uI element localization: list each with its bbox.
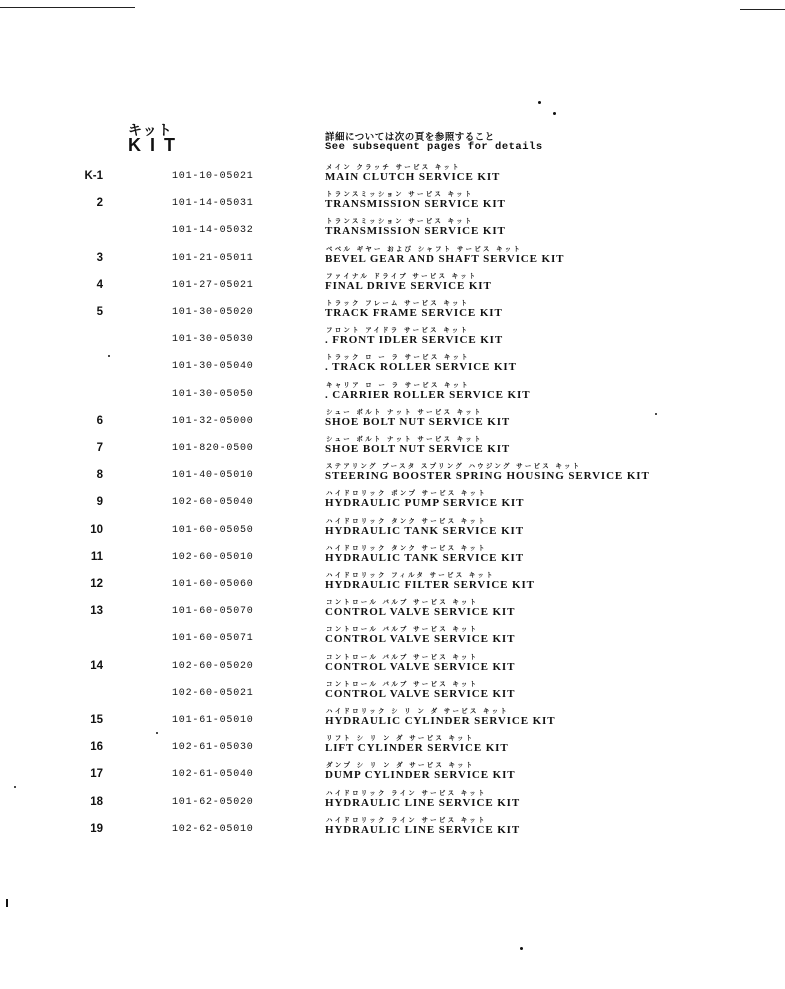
details-note-en: See subsequent pages for details: [325, 141, 543, 153]
kit-name: CONTROL VALVE SERVICE KIT: [325, 606, 516, 619]
kit-name: HYDRAULIC TANK SERVICE KIT: [325, 551, 524, 564]
kit-name-kana: ハイドロリック タンク サービス キット: [326, 543, 487, 552]
kit-name-kana: シュー ボルト ナット サービス キット: [326, 407, 483, 416]
kit-row: [0, 733, 785, 760]
kit-name: HYDRAULIC LINE SERVICE KIT: [325, 823, 521, 836]
item-number: 2: [96, 197, 103, 210]
kit-name: . CARRIER ROLLER SERVICE KIT: [325, 388, 531, 401]
kit-name-kana: ハイドロリック シ リ ン ダ サービス キット: [326, 707, 509, 715]
kit-name-kana: シュー ボルト ナット サービス キット: [326, 435, 483, 443]
scan-speck: [553, 112, 556, 115]
item-number: 16: [90, 741, 103, 754]
part-number: 101-14-05032: [172, 225, 254, 237]
kit-name-kana: コントロール バルブ サービス キット: [326, 625, 479, 634]
kit-row: [0, 189, 785, 216]
kit-row: [0, 543, 785, 570]
kit-name: HYDRAULIC FILTER SERVICE KIT: [325, 579, 535, 591]
part-number: 102-60-05040: [172, 497, 254, 509]
item-number: 7: [96, 442, 103, 454]
kit-name-kana: メイン クラッチ サービス キット: [326, 163, 461, 171]
scan-speck: [14, 786, 16, 788]
item-number: 4: [96, 278, 103, 291]
part-number: 101-30-05020: [172, 307, 254, 318]
part-number: 101-14-05031: [172, 198, 254, 210]
part-number: 102-60-05010: [172, 551, 254, 563]
kit-name-kana: ハイドロリック ポンプ サービス キット: [326, 489, 487, 498]
item-number: 18: [90, 795, 103, 808]
kit-name: . FRONT IDLER SERVICE KIT: [325, 334, 504, 347]
kit-name: HYDRAULIC LINE SERVICE KIT: [325, 796, 521, 809]
item-number: 17: [90, 768, 103, 781]
kit-name-kana: トランスミッション サービス キット: [326, 190, 474, 199]
top-left-rule: [0, 7, 135, 8]
part-number: 102-60-05020: [172, 660, 254, 672]
part-number: 101-61-05010: [172, 715, 254, 726]
kit-name: FINAL DRIVE SERVICE KIT: [325, 279, 492, 292]
kit-name-kana: コントロール バルブ サービス キット: [326, 679, 479, 688]
kit-title-jp: キット: [128, 123, 173, 139]
kit-name: CONTROL VALVE SERVICE KIT: [325, 633, 516, 646]
part-number: 101-30-05030: [172, 334, 254, 346]
kit-name-kana: ハイドロリック フィルタ サービス キット: [326, 571, 495, 579]
item-number: 13: [90, 605, 103, 618]
kit-row: [0, 652, 785, 679]
kit-name-kana: ダンプ シ リ ン ダ サービス キット: [326, 761, 475, 770]
kit-row: [0, 461, 785, 488]
kit-name-kana: キャリア ロ ー ラ サービス キット: [326, 380, 470, 389]
item-number: 5: [96, 306, 103, 318]
kit-name-kana: ハイドロリック タンク サービス キット: [326, 516, 487, 525]
kit-row: [0, 325, 785, 352]
kit-name-kana: ベベル ギヤー および シャフト サービス キット: [326, 244, 523, 253]
part-number: 101-27-05021: [172, 279, 254, 291]
top-right-rule: [740, 9, 785, 10]
part-number: 101-60-05071: [172, 633, 254, 645]
part-number: 101-40-05010: [172, 470, 254, 482]
item-number: 6: [96, 414, 103, 427]
kit-name: TRANSMISSION SERVICE KIT: [325, 198, 506, 211]
part-number: 101-10-05021: [172, 171, 254, 182]
item-number: 8: [96, 469, 103, 482]
scan-speck: [108, 355, 110, 357]
item-number: 3: [96, 251, 103, 264]
kit-name: MAIN CLUTCH SERVICE KIT: [325, 171, 501, 183]
kit-name: DUMP CYLINDER SERVICE KIT: [325, 769, 516, 782]
kit-row: [0, 679, 785, 706]
kit-name: HYDRAULIC PUMP SERVICE KIT: [325, 497, 525, 510]
kit-row: [0, 352, 785, 379]
kit-row: [0, 488, 785, 515]
part-number: 102-60-05021: [172, 687, 254, 699]
part-number: 101-21-05011: [172, 252, 254, 264]
kit-row: [0, 162, 785, 189]
details-note-jp: 詳細については次の頁を参照すること: [325, 132, 495, 143]
kit-row: [0, 271, 785, 298]
kit-row: [0, 516, 785, 543]
item-number: 11: [90, 550, 103, 563]
kit-title-en: KIT: [128, 135, 184, 155]
item-number: 10: [90, 523, 103, 536]
kit-name: CONTROL VALVE SERVICE KIT: [325, 660, 516, 673]
part-number: 101-30-05050: [172, 388, 254, 400]
kit-name-kana: トラック ロ ー ラ サービス キット: [326, 353, 470, 362]
part-number: 101-62-05020: [172, 796, 254, 808]
kit-row: [0, 407, 785, 434]
kit-name: CONTROL VALVE SERVICE KIT: [325, 687, 516, 700]
kit-row: [0, 244, 785, 271]
kit-row: [0, 597, 785, 624]
kit-name-kana: ハイドロリック ライン サービス キット: [326, 815, 487, 824]
kit-name: BEVEL GEAR AND SHAFT SERVICE KIT: [325, 252, 565, 265]
kit-name-kana: コントロール バルブ サービス キット: [326, 598, 479, 607]
kit-row: [0, 788, 785, 815]
kit-name: SHOE BOLT NUT SERVICE KIT: [325, 415, 511, 428]
item-number: K-1: [84, 170, 103, 182]
scan-speck: [655, 413, 657, 415]
kit-row: [0, 760, 785, 787]
scan-speck: [156, 732, 158, 734]
kit-name: STEERING BOOSTER SPRING HOUSING SERVICE KIT: [325, 470, 650, 483]
kit-name-kana: トランスミッション サービス キット: [326, 217, 474, 226]
part-number: 101-60-05060: [172, 579, 254, 590]
part-number: 102-62-05010: [172, 823, 254, 835]
kit-row: [0, 298, 785, 325]
kit-name: . TRACK ROLLER SERVICE KIT: [325, 361, 517, 374]
part-number: 101-30-05040: [172, 361, 254, 373]
kit-name-kana: ハイドロリック ライン サービス キット: [326, 788, 487, 797]
item-number: 12: [90, 578, 103, 590]
item-number: 9: [96, 496, 103, 509]
kit-name-kana: ファイナル ドライブ サービス キット: [326, 271, 478, 280]
kit-row: [0, 815, 785, 842]
kit-row: [0, 624, 785, 651]
kit-name: HYDRAULIC CYLINDER SERVICE KIT: [325, 715, 556, 727]
part-number: 102-61-05030: [172, 742, 254, 754]
item-number: 15: [90, 714, 103, 726]
part-number: 102-61-05040: [172, 769, 254, 781]
part-number: 101-60-05050: [172, 524, 254, 536]
part-number: 101-820-0500: [172, 443, 254, 454]
kit-name: LIFT CYLINDER SERVICE KIT: [325, 742, 509, 755]
kit-name-kana: コントロール バルブ サービス キット: [326, 652, 479, 661]
kit-name: HYDRAULIC TANK SERVICE KIT: [325, 524, 524, 537]
kit-row: [0, 216, 785, 243]
item-number: 19: [90, 822, 103, 835]
kit-name-kana: トラック フレーム サービス キット: [326, 299, 470, 307]
part-number: 101-32-05000: [172, 415, 254, 427]
kit-row: [0, 380, 785, 407]
scan-speck: [6, 899, 8, 907]
scan-speck: [520, 947, 523, 950]
kit-name: TRACK FRAME SERVICE KIT: [325, 307, 503, 319]
scan-speck: [538, 101, 541, 104]
kit-row: [0, 706, 785, 733]
kit-row: [0, 434, 785, 461]
kit-name-kana: ステアリング ブースタ スプリング ハウジング サービス キット: [326, 462, 582, 471]
kit-name-kana: リフト シ リ ン ダ サービス キット: [326, 734, 475, 743]
kit-name: SHOE BOLT NUT SERVICE KIT: [325, 443, 511, 455]
kit-name: TRANSMISSION SERVICE KIT: [325, 225, 506, 238]
kit-row: [0, 570, 785, 597]
kit-name-kana: フロント アイドラ サービス キット: [326, 326, 470, 335]
item-number: 14: [90, 659, 103, 672]
part-number: 101-60-05070: [172, 606, 254, 618]
